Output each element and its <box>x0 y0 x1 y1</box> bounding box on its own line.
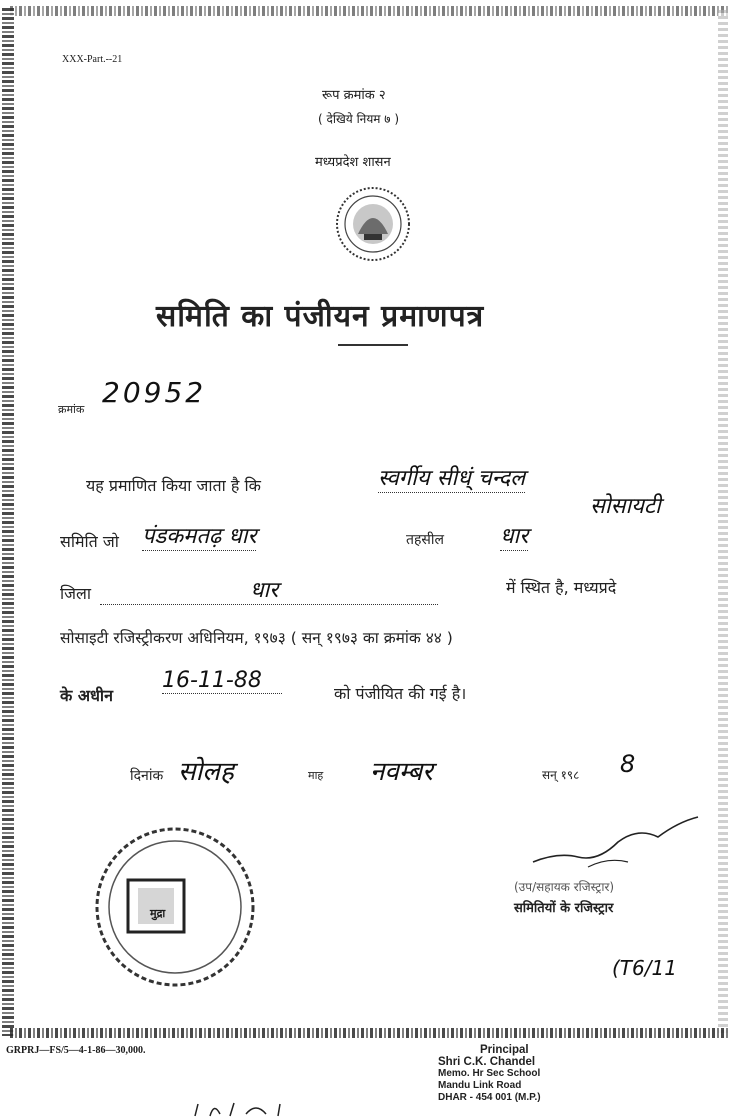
society-name-handwritten: स्वर्गीय सीध्ं चन्दल <box>378 462 525 493</box>
line3-prefix: जिला <box>60 584 92 603</box>
date-day-handwritten: सोलह <box>178 757 234 787</box>
government-name: मध्यप्रदेश शासन <box>315 155 391 170</box>
series-code: XXX-Part.--21 <box>62 54 123 65</box>
line1-prefix: यह प्रमाणित किया जाता है कि <box>86 476 261 495</box>
act-reference: सोसाइटी रजिस्ट्रीकरण अधिनियम, १९७३ ( सन् १९७३ का क्रमांक ४४ ) <box>60 629 453 647</box>
bottom-scribble-icon <box>190 1100 310 1118</box>
date-month-label: माह <box>308 769 324 782</box>
society-name-suffix-handwritten: सोसायटी <box>590 494 661 519</box>
decorative-border-top <box>10 6 728 16</box>
tehsil-label: तहसील <box>406 532 444 548</box>
principal-title: Principal <box>480 1044 529 1056</box>
principal-name: Shri C.K. Chandel <box>438 1056 536 1068</box>
registration-date-handwritten: 16-11-88 <box>162 668 282 694</box>
certificate-title: समिति का पंजीयन प्रमाणपत्र <box>156 299 485 334</box>
decorative-border-bottom <box>10 1028 728 1038</box>
registrar-designation: (उप/सहायक रजिस्ट्रार) <box>514 880 615 894</box>
line2-prefix: समिति जो <box>60 532 119 551</box>
form-number: रूप क्रमांक २ <box>322 88 386 103</box>
date-year-label: सन् १९८ <box>542 768 580 782</box>
print-code: GRPRJ—FS/5—4-1-86—30,000. <box>6 1045 146 1056</box>
principal-school: Memo. Hr Sec School <box>438 1068 541 1079</box>
decorative-border-right <box>718 10 728 1036</box>
date-year-handwritten: 8 <box>620 750 636 778</box>
tehsil-handwritten: धार <box>500 520 528 551</box>
registrar-initials-handwritten: (T6/11 <box>612 956 677 980</box>
line3-suffix: में स्थित है, मध्यप्रदे <box>506 578 617 597</box>
decorative-border-left <box>2 8 14 1036</box>
state-emblem-icon <box>328 182 418 266</box>
place-handwritten: पंडकमतढ़ धार <box>142 520 256 551</box>
rule-reference: ( देखिये नियम ७ ) <box>318 112 400 126</box>
signature-icon <box>528 812 708 882</box>
principal-road: Mandu Link Road <box>438 1080 522 1091</box>
date-label: दिनांक <box>130 768 164 784</box>
line5-suffix: को पंजीयित की गई है। <box>334 684 467 703</box>
registrar-title: समितियों के रजिस्ट्रार <box>514 901 614 916</box>
seal-text: मुद्रा <box>150 907 166 920</box>
principal-stamp <box>438 1044 541 1104</box>
date-month-handwritten: नवम्बर <box>370 757 433 787</box>
principal-city: DHAR - 454 001 (M.P.) <box>438 1092 541 1103</box>
official-seal-icon <box>90 822 260 992</box>
line5-prefix: के अधीन <box>60 686 113 705</box>
title-underline <box>338 344 408 346</box>
registration-number: 20952 <box>102 376 207 409</box>
number-label: क्रमांक <box>58 403 85 416</box>
district-handwritten: धार <box>100 574 438 605</box>
